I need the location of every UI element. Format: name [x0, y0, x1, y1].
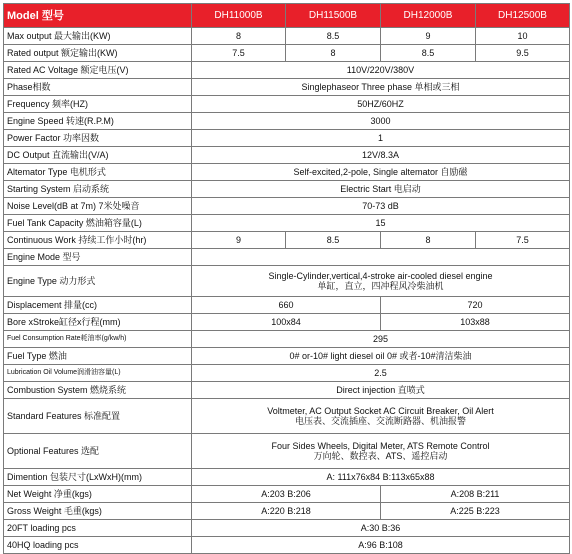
spec-label: Net Weight 净重(kgs)	[4, 486, 192, 503]
spec-value: 9	[192, 232, 286, 249]
spec-label: Phase相数	[4, 79, 192, 96]
spec-value	[192, 79, 570, 96]
spec-label: Standard Features 标准配置	[4, 399, 192, 434]
model-dh12500b: DH12500B	[476, 4, 570, 28]
spec-table	[3, 3, 570, 554]
spec-value-line: 12V/8.3A	[361, 150, 400, 160]
spec-value	[192, 198, 570, 215]
spec-row	[4, 314, 570, 331]
spec-value: 720	[381, 297, 570, 314]
spec-label: Bore xStroke缸径x行程(mm)	[4, 314, 192, 331]
spec-row	[4, 28, 570, 45]
spec-value-line-cn: 电压表、交流插座、交流断路器、机油报警	[294, 416, 466, 426]
spec-row	[4, 198, 570, 215]
spec-value-line: Singlephaseor Three phase 单相或三相	[301, 82, 460, 92]
spec-value	[192, 537, 570, 554]
spec-row	[4, 164, 570, 181]
spec-label: Engine Mode 型号	[4, 249, 192, 266]
spec-table-body	[4, 4, 570, 554]
model-dh11500b: DH11500B	[286, 4, 381, 28]
spec-row	[4, 365, 570, 382]
spec-label: Engine Speed 转速(R.P.M)	[4, 113, 192, 130]
spec-value-line: Voltmeter, AC Output Socket AC Circuit Breaker, Oil Alert	[267, 406, 494, 416]
spec-value-line: A:30 B:36	[360, 523, 401, 533]
spec-value	[192, 249, 570, 266]
spec-label: Engine Type 动力形式	[4, 266, 192, 297]
spec-row	[4, 520, 570, 537]
spec-value: 100x84	[192, 314, 381, 331]
spec-label: Frequency 频率(HZ)	[4, 96, 192, 113]
spec-value	[192, 434, 570, 469]
header-row	[4, 4, 570, 28]
spec-value: 8.5	[286, 232, 381, 249]
spec-value	[192, 331, 570, 348]
spec-value: A:203 B:206	[192, 486, 381, 503]
spec-row	[4, 232, 570, 249]
spec-value-line: 0# or-10# light diesel oil 0# 或者-10#清洁柴油	[289, 351, 472, 361]
spec-label: Gross Weight 毛重(kgs)	[4, 503, 192, 520]
spec-label: Lubrication Oil Volume润滑油容量(L)	[4, 365, 192, 382]
spec-value: 10	[476, 28, 570, 45]
spec-value-line: 2.5	[374, 368, 387, 378]
spec-row	[4, 348, 570, 365]
spec-value	[192, 520, 570, 537]
spec-value: 660	[192, 297, 381, 314]
spec-row	[4, 249, 570, 266]
spec-value: 8.5	[286, 28, 381, 45]
spec-value-line: Four Sides Wheels, Digital Meter, ATS Remote Control	[271, 441, 490, 451]
spec-label: Max output 最大输出(KW)	[4, 28, 192, 45]
spec-value	[192, 181, 570, 198]
spec-row	[4, 537, 570, 554]
spec-value: 103x88	[381, 314, 570, 331]
spec-row	[4, 266, 570, 297]
spec-row	[4, 45, 570, 62]
spec-value	[192, 469, 570, 486]
spec-value	[192, 399, 570, 434]
spec-value-line: 295	[372, 334, 389, 344]
spec-value	[192, 382, 570, 399]
spec-label: 20FT loading pcs	[4, 520, 192, 537]
spec-row	[4, 399, 570, 434]
spec-value	[192, 365, 570, 382]
spec-row	[4, 434, 570, 469]
spec-label: Dimention 包装尺寸(LxWxH)(mm)	[4, 469, 192, 486]
spec-label: Combustion System 燃烧系统	[4, 382, 192, 399]
spec-value-line-cn: 单缸，直立，四冲程风冷柴油机	[317, 281, 444, 291]
spec-value-line-cn: 万向轮、数控表、ATS、遥控启动	[313, 451, 448, 461]
spec-value	[192, 164, 570, 181]
model-dh12000b: DH12000B	[381, 4, 476, 28]
spec-row	[4, 331, 570, 348]
spec-value	[192, 215, 570, 232]
spec-value: A:208 B:211	[381, 486, 570, 503]
spec-row	[4, 62, 570, 79]
spec-value-line: Single-Cylinder,vertical,4-stroke air-cooled diesel engine	[268, 271, 493, 281]
spec-value-line: 3000	[370, 116, 391, 126]
spec-row	[4, 297, 570, 314]
spec-value-line: 70-73 dB	[362, 201, 399, 211]
spec-label: Displacement 排量(cc)	[4, 297, 192, 314]
spec-value-line: 15	[375, 218, 386, 228]
spec-row	[4, 96, 570, 113]
spec-row	[4, 181, 570, 198]
spec-value-line: Direct injection 直喷式	[336, 385, 425, 395]
spec-row	[4, 382, 570, 399]
spec-label: Altemator Type 电机形式	[4, 164, 192, 181]
spec-value-line: A: 111x76x84 B:113x65x88	[326, 472, 435, 482]
spec-value	[192, 96, 570, 113]
spec-value	[192, 62, 570, 79]
spec-value: A:220 B:218	[192, 503, 381, 520]
spec-value: 8	[286, 45, 381, 62]
spec-value: 8	[192, 28, 286, 45]
spec-label: Continuous Work 持续工作小时(hr)	[4, 232, 192, 249]
spec-row	[4, 130, 570, 147]
spec-row	[4, 469, 570, 486]
spec-value: 7.5	[476, 232, 570, 249]
spec-row	[4, 215, 570, 232]
spec-row	[4, 113, 570, 130]
spec-value: A:225 B:223	[381, 503, 570, 520]
spec-row	[4, 79, 570, 96]
spec-label: Power Factor 功率因数	[4, 130, 192, 147]
spec-value: 8.5	[381, 45, 476, 62]
spec-value: 7.5	[192, 45, 286, 62]
spec-label: Noise Level(dB at 7m) 7米处噪音	[4, 198, 192, 215]
spec-label: Fuel Consumption Rate耗油率(g/kw/h)	[4, 331, 192, 348]
spec-label: DC Output 直流输出(V/A)	[4, 147, 192, 164]
spec-label: Starting System 启动系统	[4, 181, 192, 198]
spec-label: Rated AC Voltage 额定电压(V)	[4, 62, 192, 79]
spec-value	[192, 113, 570, 130]
spec-value	[192, 348, 570, 365]
spec-label: 40HQ loading pcs	[4, 537, 192, 554]
spec-row	[4, 503, 570, 520]
spec-value-line: Electric Start 电启动	[340, 184, 421, 194]
spec-value-line: 50HZ/60HZ	[357, 99, 404, 109]
spec-value: 8	[381, 232, 476, 249]
spec-value-line: 1	[377, 133, 383, 143]
model-header-label: Model 型号	[4, 4, 192, 28]
spec-label: Rated output 额定输出(KW)	[4, 45, 192, 62]
spec-value	[192, 130, 570, 147]
spec-label: Optional Features 选配	[4, 434, 192, 469]
spec-label: Fuel Tank Capacity 燃油箱容量(L)	[4, 215, 192, 232]
spec-label: Fuel Type 燃油	[4, 348, 192, 365]
spec-value-line: A:96 B:108	[358, 540, 403, 550]
spec-value: 9	[381, 28, 476, 45]
spec-value-line: 110V/220V/380V	[346, 65, 415, 75]
spec-value	[192, 147, 570, 164]
spec-row	[4, 147, 570, 164]
spec-value	[192, 266, 570, 297]
spec-row	[4, 486, 570, 503]
spec-value: 9.5	[476, 45, 570, 62]
model-dh11000b: DH11000B	[192, 4, 286, 28]
spec-value-line: Self-excited,2-pole, Single altemator 自励磁	[293, 167, 468, 177]
